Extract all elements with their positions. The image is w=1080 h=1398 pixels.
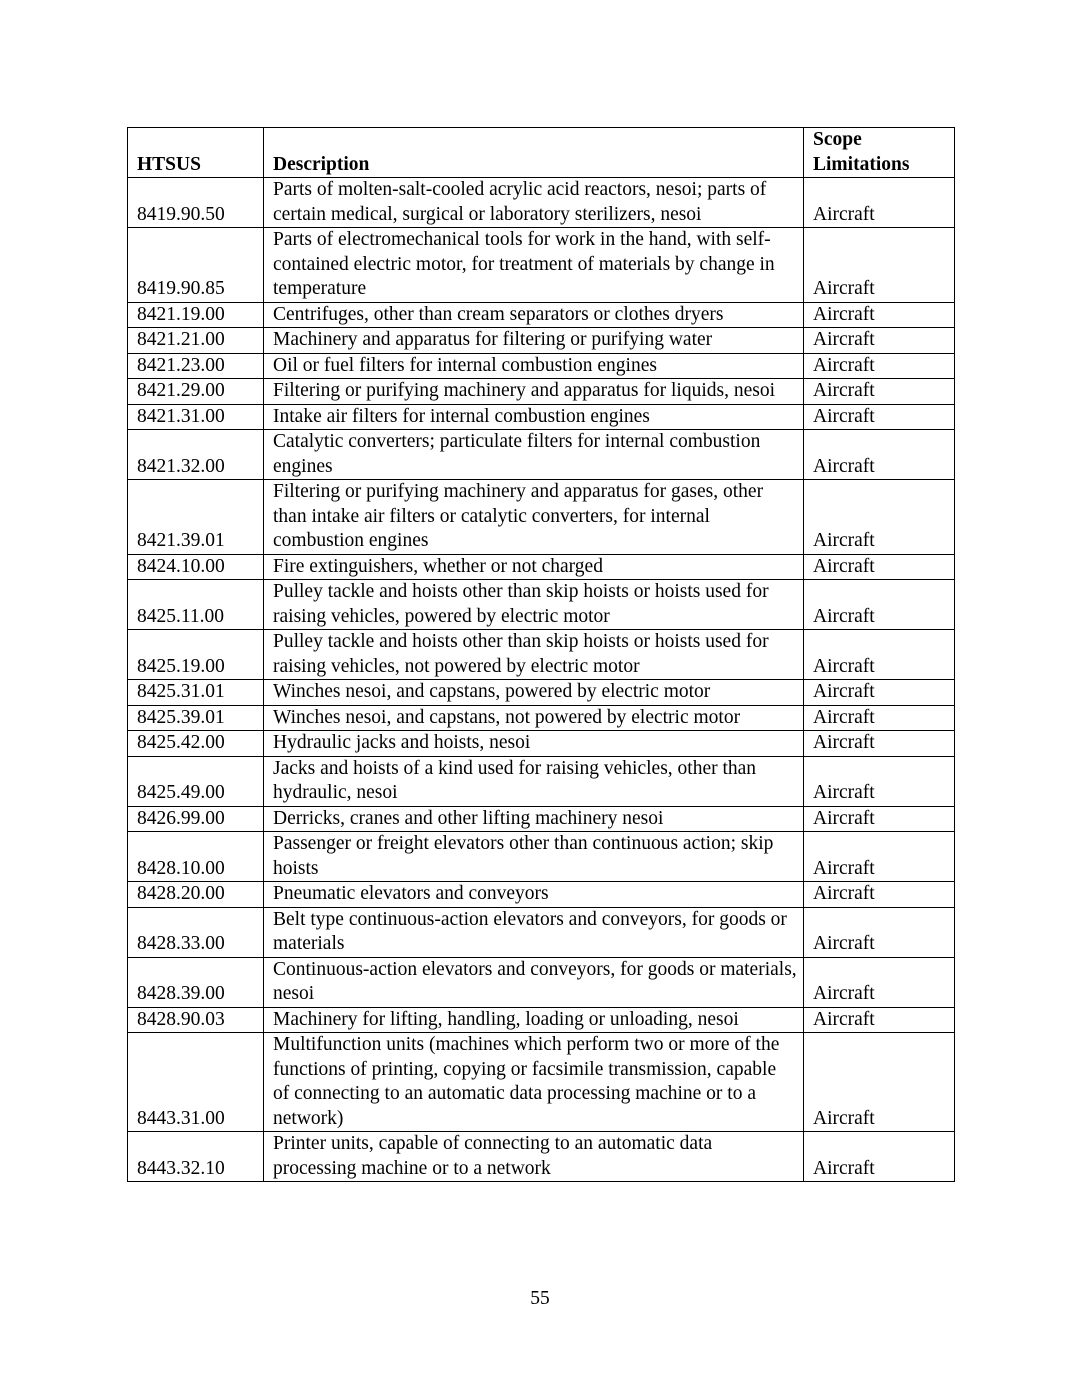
- description-cell: Catalytic converters; particulate filters for internal combustion engines: [264, 430, 804, 480]
- htsus-cell: 8421.39.01: [128, 480, 264, 555]
- description-cell: Parts of molten-salt-cooled acrylic acid reactors, nesoi; parts of certain medical, surgical or laboratory sterilizers, nesoi: [264, 178, 804, 228]
- scope-cell: Aircraft: [804, 404, 955, 430]
- tariff-table: [127, 127, 955, 1182]
- table-row: [128, 404, 955, 430]
- htsus-cell: 8428.20.00: [128, 882, 264, 908]
- htsus-cell: 8421.23.00: [128, 353, 264, 379]
- scope-cell: Aircraft: [804, 756, 955, 806]
- table-row: [128, 731, 955, 757]
- table-row: [128, 1007, 955, 1033]
- table-row: [128, 328, 955, 354]
- table-row: [128, 705, 955, 731]
- description-cell: Pneumatic elevators and conveyors: [264, 882, 804, 908]
- description-cell: Filtering or purifying machinery and apparatus for gases, other than intake air filters or catalytic converters, for internal combustion engines: [264, 480, 804, 555]
- description-cell: Centrifuges, other than cream separators or clothes dryers: [264, 302, 804, 328]
- description-cell: Intake air filters for internal combustion engines: [264, 404, 804, 430]
- htsus-cell: 8428.39.00: [128, 957, 264, 1007]
- description-cell: Machinery for lifting, handling, loading or unloading, nesoi: [264, 1007, 804, 1033]
- description-cell: Belt type continuous-action elevators and conveyors, for goods or materials: [264, 907, 804, 957]
- page-number: 55: [530, 1288, 550, 1309]
- htsus-cell: 8428.90.03: [128, 1007, 264, 1033]
- header-scope-limitations: Scope Limitations: [804, 128, 955, 178]
- htsus-cell: 8421.31.00: [128, 404, 264, 430]
- table-row: [128, 1132, 955, 1182]
- table-row: [128, 756, 955, 806]
- scope-cell: Aircraft: [804, 630, 955, 680]
- table-row: [128, 379, 955, 405]
- table-row: [128, 907, 955, 957]
- table-body: [128, 178, 955, 1182]
- scope-cell: Aircraft: [804, 1033, 955, 1132]
- table-row: [128, 957, 955, 1007]
- htsus-cell: 8425.39.01: [128, 705, 264, 731]
- description-cell: Jacks and hoists of a kind used for raising vehicles, other than hydraulic, nesoi: [264, 756, 804, 806]
- scope-cell: Aircraft: [804, 731, 955, 757]
- description-cell: Winches nesoi, and capstans, not powered by electric motor: [264, 705, 804, 731]
- scope-cell: Aircraft: [804, 379, 955, 405]
- htsus-cell: 8443.32.10: [128, 1132, 264, 1182]
- htsus-cell: 8425.49.00: [128, 756, 264, 806]
- description-cell: Parts of electromechanical tools for work in the hand, with self-contained electric motor, for treatment of materials by change in temperature: [264, 228, 804, 303]
- htsus-cell: 8425.11.00: [128, 580, 264, 630]
- scope-cell: Aircraft: [804, 957, 955, 1007]
- scope-cell: Aircraft: [804, 328, 955, 354]
- htsus-cell: 8443.31.00: [128, 1033, 264, 1132]
- table-row: [128, 680, 955, 706]
- description-cell: Continuous-action elevators and conveyors, for goods or materials, nesoi: [264, 957, 804, 1007]
- table-row: [128, 430, 955, 480]
- scope-cell: Aircraft: [804, 353, 955, 379]
- table-header: [128, 128, 955, 178]
- description-cell: Hydraulic jacks and hoists, nesoi: [264, 731, 804, 757]
- table-row: [128, 178, 955, 228]
- scope-cell: Aircraft: [804, 480, 955, 555]
- table-row: [128, 228, 955, 303]
- table-row: [128, 302, 955, 328]
- header-htsus: HTSUS: [128, 128, 264, 178]
- header-row: [128, 128, 955, 178]
- htsus-cell: 8419.90.85: [128, 228, 264, 303]
- htsus-cell: 8421.29.00: [128, 379, 264, 405]
- description-cell: Oil or fuel filters for internal combustion engines: [264, 353, 804, 379]
- scope-cell: Aircraft: [804, 907, 955, 957]
- table-row: [128, 580, 955, 630]
- description-cell: Pulley tackle and hoists other than skip hoists or hoists used for raising vehicles, powered by electric motor: [264, 580, 804, 630]
- htsus-cell: 8426.99.00: [128, 806, 264, 832]
- table-row: [128, 353, 955, 379]
- htsus-cell: 8425.42.00: [128, 731, 264, 757]
- htsus-cell: 8425.19.00: [128, 630, 264, 680]
- table-row: [128, 554, 955, 580]
- scope-cell: Aircraft: [804, 705, 955, 731]
- description-cell: Pulley tackle and hoists other than skip hoists or hoists used for raising vehicles, not powered by electric motor: [264, 630, 804, 680]
- htsus-cell: 8421.21.00: [128, 328, 264, 354]
- htsus-cell: 8419.90.50: [128, 178, 264, 228]
- table-row: [128, 480, 955, 555]
- description-cell: Machinery and apparatus for filtering or purifying water: [264, 328, 804, 354]
- description-cell: Filtering or purifying machinery and apparatus for liquids, nesoi: [264, 379, 804, 405]
- table-row: [128, 1033, 955, 1132]
- htsus-cell: 8428.10.00: [128, 832, 264, 882]
- header-description: Description: [264, 128, 804, 178]
- htsus-cell: 8421.32.00: [128, 430, 264, 480]
- htsus-cell: 8425.31.01: [128, 680, 264, 706]
- description-cell: Winches nesoi, and capstans, powered by electric motor: [264, 680, 804, 706]
- htsus-cell: 8428.33.00: [128, 907, 264, 957]
- scope-cell: Aircraft: [804, 554, 955, 580]
- table-row: [128, 630, 955, 680]
- htsus-cell: 8421.19.00: [128, 302, 264, 328]
- scope-cell: Aircraft: [804, 302, 955, 328]
- scope-cell: Aircraft: [804, 806, 955, 832]
- scope-cell: Aircraft: [804, 1007, 955, 1033]
- table-row: [128, 882, 955, 908]
- description-cell: Multifunction units (machines which perform two or more of the functions of printing, copying or facsimile transmission, capable of connecting to an automatic data processing machine or to a network): [264, 1033, 804, 1132]
- scope-cell: Aircraft: [804, 882, 955, 908]
- scope-cell: Aircraft: [804, 228, 955, 303]
- description-cell: Printer units, capable of connecting to an automatic data processing machine or to a network: [264, 1132, 804, 1182]
- scope-cell: Aircraft: [804, 430, 955, 480]
- scope-cell: Aircraft: [804, 580, 955, 630]
- description-cell: Derricks, cranes and other lifting machinery nesoi: [264, 806, 804, 832]
- scope-cell: Aircraft: [804, 680, 955, 706]
- htsus-cell: 8424.10.00: [128, 554, 264, 580]
- table-row: [128, 832, 955, 882]
- description-cell: Fire extinguishers, whether or not charged: [264, 554, 804, 580]
- description-cell: Passenger or freight elevators other than continuous action; skip hoists: [264, 832, 804, 882]
- scope-cell: Aircraft: [804, 178, 955, 228]
- scope-cell: Aircraft: [804, 1132, 955, 1182]
- table-row: [128, 806, 955, 832]
- scope-cell: Aircraft: [804, 832, 955, 882]
